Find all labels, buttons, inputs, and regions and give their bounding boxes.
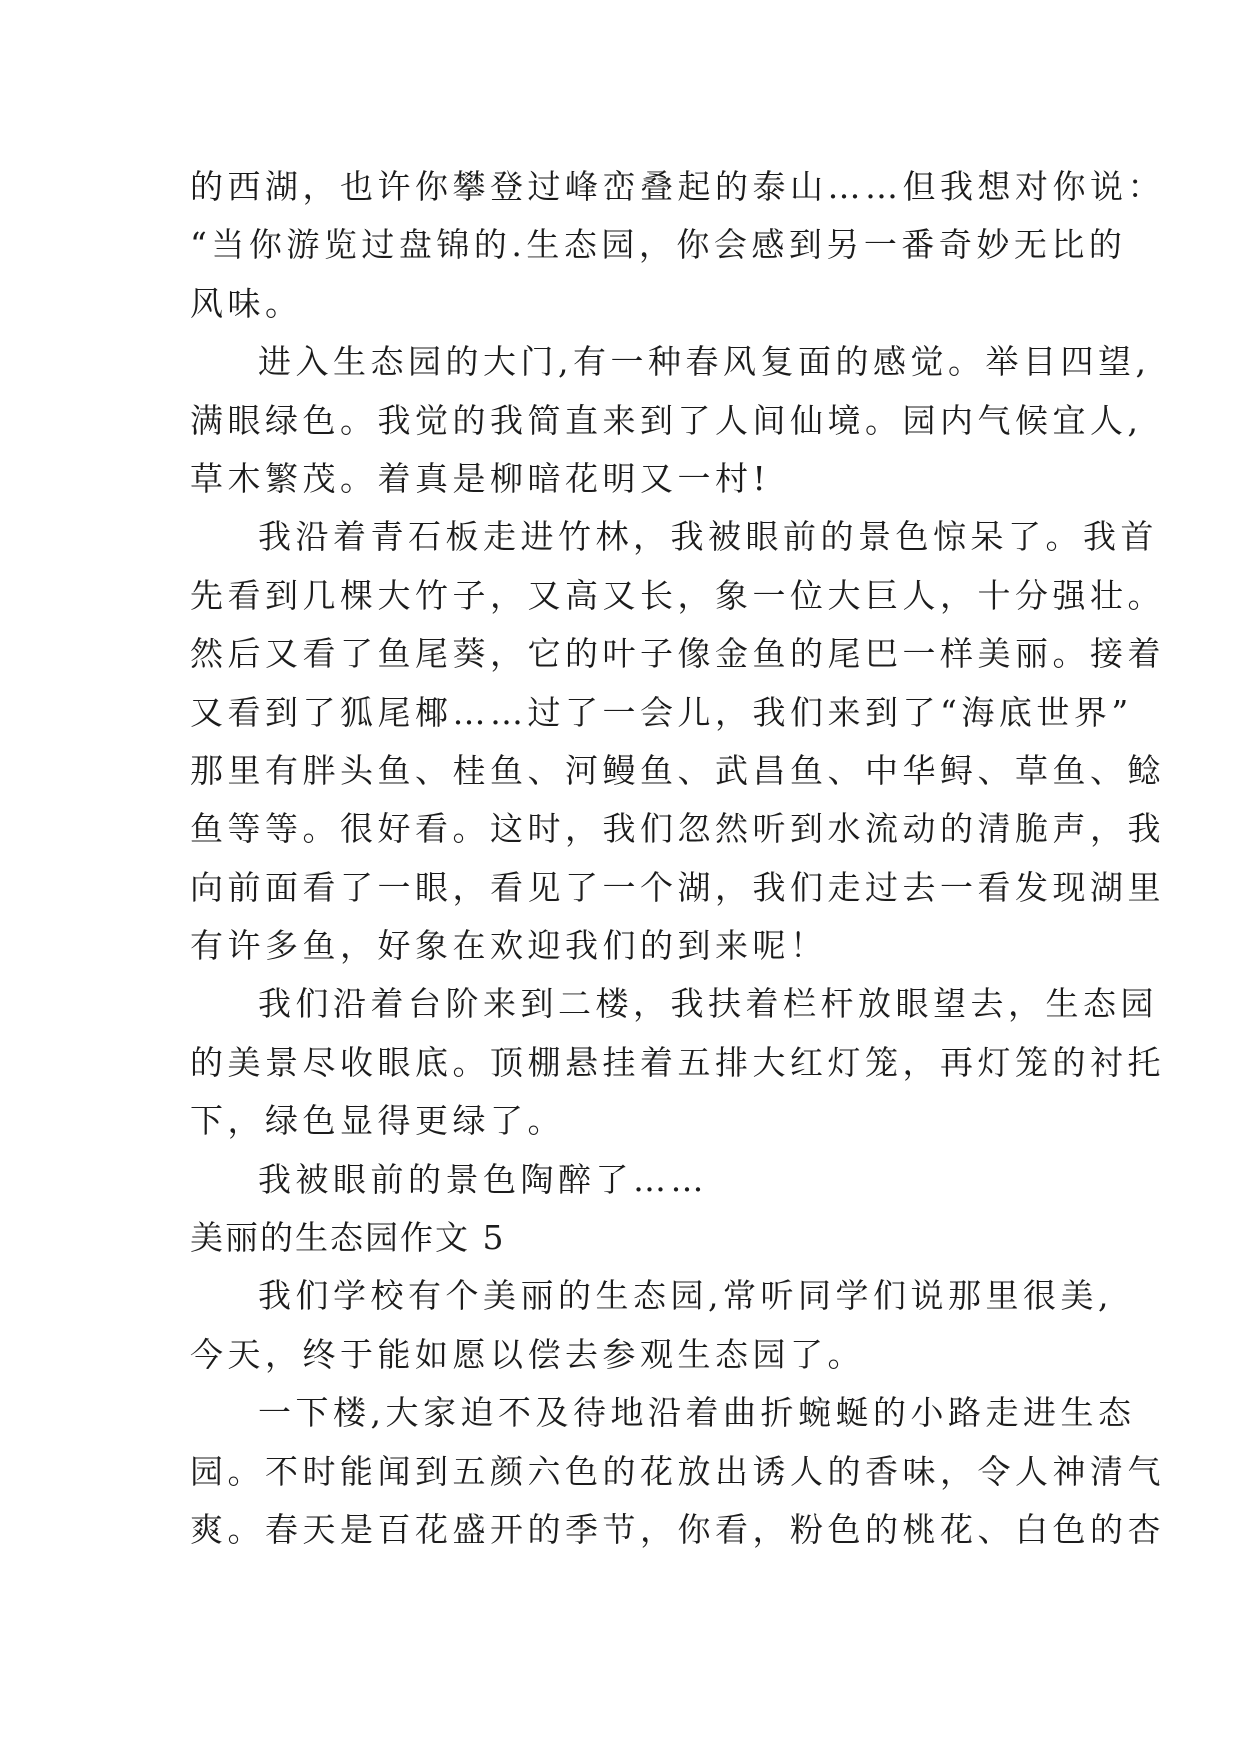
text-line: 又看到了狐尾椰……过了一会儿，我们来到了“海底世界”: [190, 692, 1133, 732]
text-line: 的西湖，也许你攀登过峰峦叠起的泰山……但我想对你说：: [190, 167, 1165, 206]
text-line: “当你游览过盘锦的.生态园，你会感到另一番奇妙无比的: [190, 225, 1127, 265]
text-line: 草木繁茂。着真是柳暗花明又一村!: [190, 458, 771, 498]
text-line: 下，绿色显得更绿了。: [190, 1101, 565, 1141]
text-line: 园。不时能闻到五颜六色的花放出诱人的香味，令人神清气: [190, 1451, 1165, 1491]
text-line: 有许多鱼，好象在欢迎我们的到来呢！: [190, 926, 828, 966]
paragraph-first-line: 我沿着青石板走进竹林，我被眼前的景色惊呆了。我首: [258, 517, 1158, 557]
text-line: 的美景尽收眼底。顶棚悬挂着五排大红灯笼，再灯笼的衬托: [190, 1042, 1165, 1082]
text-line: 向前面看了一眼，看见了一个湖，我们走过去一看发现湖里: [190, 867, 1165, 907]
text-line: 先看到几棵大竹子，又高又长，象一位大巨人，十分强壮。: [190, 575, 1165, 615]
text-line: 风味。: [190, 283, 303, 323]
text-line: 那里有胖头鱼、桂鱼、河鳗鱼、武昌鱼、中华鲟、草鱼、鲶: [190, 750, 1165, 790]
text-line: 爽。春天是百花盛开的季节，你看，粉色的桃花、白色的杏: [190, 1509, 1165, 1549]
paragraph-first-line: 进入生态园的大门,有一种春风复面的感觉。举目四望,: [258, 342, 1151, 382]
section-heading: 美丽的生态园作文 5: [190, 1218, 506, 1258]
text-line: 鱼等等。很好看。这时，我们忽然听到水流动的清脆声，我: [190, 809, 1165, 849]
text-line: 然后又看了鱼尾葵，它的叶子像金鱼的尾巴一样美丽。接着: [190, 634, 1165, 674]
text-line: 今天，终于能如愿以偿去参观生态园了。: [190, 1334, 865, 1374]
text-line: 满眼绿色。我觉的我简直来到了人间仙境。园内气候宜人,: [190, 400, 1143, 440]
essay-body: [190, 158, 1165, 1559]
paragraph-first-line: 我们沿着台阶来到二楼，我扶着栏杆放眼望去，生态园: [258, 984, 1158, 1024]
paragraph-first-line: 一下楼,大家迫不及待地沿着曲折蜿蜒的小路走进生态: [258, 1393, 1136, 1433]
paragraph-first-line: 我被眼前的景色陶醉了……: [258, 1159, 708, 1199]
paragraph-first-line: 我们学校有个美丽的生态园,常听同学们说那里很美,: [258, 1276, 1113, 1316]
